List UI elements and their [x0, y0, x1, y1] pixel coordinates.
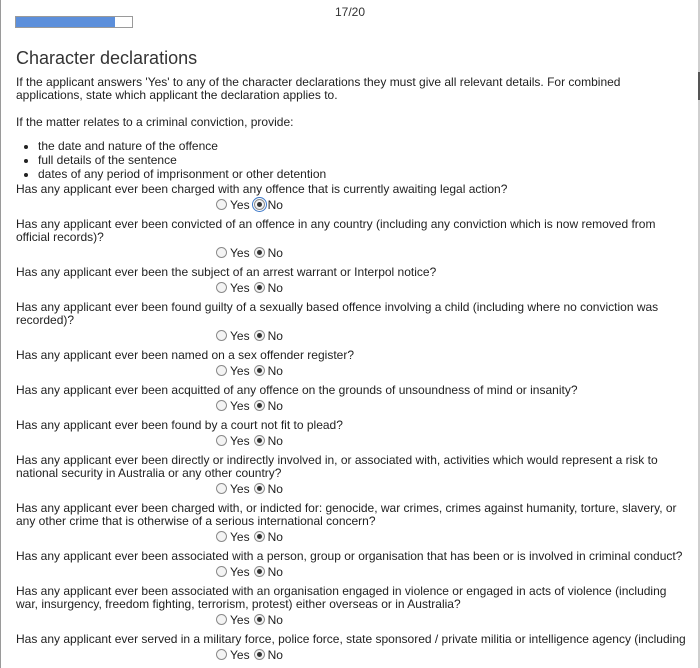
radio-label: Yes: [230, 612, 250, 627]
page-counter: 17/20: [334, 5, 366, 19]
question-text: Has any applicant ever been directly or indirectly involved in, or associated with, activities which would represent a risk to national security in Australia or any other country?: [16, 453, 658, 480]
radio-yes[interactable]: [216, 483, 227, 494]
question-text: Has any applicant ever been acquitted of any offence on the grounds of unsoundness of mind or insanity?: [16, 383, 578, 397]
radio-yes[interactable]: [216, 330, 227, 341]
answer-radio-group: [16, 481, 688, 496]
answer-radio-group: [16, 647, 688, 662]
radio-label: No: [267, 529, 283, 544]
radio-no[interactable]: [254, 400, 265, 411]
radio-label: Yes: [230, 647, 250, 662]
answer-radio-group: [16, 564, 688, 579]
radio-label: No: [267, 433, 283, 448]
radio-no[interactable]: [254, 435, 265, 446]
progress-bar: [15, 16, 133, 28]
question-text: Has any applicant ever been associated with a person, group or organisation that has been or is involved in criminal conduct?: [16, 549, 683, 563]
answer-option-yes[interactable]: [216, 530, 250, 544]
answer-option-yes[interactable]: [216, 565, 250, 579]
question-block: [16, 502, 688, 544]
form-content: [16, 48, 688, 668]
radio-yes[interactable]: [216, 649, 227, 660]
question-text: Has any applicant ever been found guilty of a sexually based offence involving a child (including where no conviction was recorded)?: [16, 300, 659, 327]
question-text: Has any applicant ever been charged with, or indicted for: genocide, war crimes, crimes against humanity, torture, slavery, or any other crime that is otherwise of a serious international concern?: [16, 501, 677, 528]
radio-yes[interactable]: [216, 199, 227, 210]
question-text: Has any applicant ever been the subject of an arrest warrant or Interpol notice?: [16, 265, 437, 279]
radio-label: No: [267, 197, 283, 212]
question-block: [16, 183, 688, 212]
radio-label: No: [267, 328, 283, 343]
question-text: Has any applicant ever been charged with any offence that is currently awaiting legal action?: [16, 182, 508, 196]
radio-yes[interactable]: [216, 435, 227, 446]
question-block: [16, 218, 688, 260]
radio-label: Yes: [230, 481, 250, 496]
answer-option-yes[interactable]: [216, 482, 250, 496]
answer-option-yes[interactable]: [216, 613, 250, 627]
radio-label: No: [267, 647, 283, 662]
question-block: [16, 384, 688, 413]
question-text: Has any applicant ever been found by a court not fit to plead?: [16, 418, 343, 432]
answer-option-no[interactable]: [254, 434, 283, 448]
radio-label: No: [267, 398, 283, 413]
radio-label: Yes: [230, 280, 250, 295]
radio-label: Yes: [230, 433, 250, 448]
question-text: Has any applicant ever been named on a sex offender register?: [16, 348, 354, 362]
radio-no[interactable]: [254, 649, 265, 660]
answer-radio-group: [16, 280, 688, 295]
answer-option-yes[interactable]: [216, 648, 250, 662]
radio-label: No: [267, 481, 283, 496]
answer-option-yes[interactable]: [216, 329, 250, 343]
answer-radio-group: [16, 398, 688, 413]
question-block: [16, 419, 688, 448]
radio-yes[interactable]: [216, 566, 227, 577]
radio-label: Yes: [230, 564, 250, 579]
radio-no[interactable]: [254, 614, 265, 625]
answer-option-no[interactable]: [254, 482, 283, 496]
radio-no[interactable]: [254, 365, 265, 376]
answer-radio-group: [16, 433, 688, 448]
question-block: [16, 585, 688, 627]
answer-option-no[interactable]: [254, 198, 283, 212]
window-border-left: [0, 0, 1, 668]
radio-yes[interactable]: [216, 365, 227, 376]
radio-no[interactable]: [254, 566, 265, 577]
radio-no[interactable]: [254, 483, 265, 494]
radio-no[interactable]: [254, 247, 265, 258]
radio-label: No: [267, 363, 283, 378]
answer-option-no[interactable]: [254, 565, 283, 579]
radio-no[interactable]: [254, 531, 265, 542]
list-item: • the date and nature of the offence: [38, 139, 688, 153]
question-text: Has any applicant ever served in a military force, police force, state sponsored / private militia or intelligence agency (including: [16, 632, 686, 646]
answer-option-no[interactable]: [254, 329, 283, 343]
answer-option-no[interactable]: [254, 281, 283, 295]
question-block: [16, 550, 688, 579]
question-text: Has any applicant ever been associated with an organisation engaged in violence or engaged in acts of violence (including war, insurgency, freedom fighting, terrorism, protest) either overseas or in Australia?: [16, 584, 667, 611]
question-text: Has any applicant ever been convicted of an offence in any country (including any conviction which is now removed from official records)?: [16, 217, 656, 244]
radio-label: No: [267, 245, 283, 260]
criminal-conviction-intro: If the matter relates to a criminal conviction, provide:: [16, 115, 294, 129]
answer-radio-group: [16, 363, 688, 378]
intro-text: If the applicant answers 'Yes' to any of the character declarations they must give all relevant details. For combined applications, state which applicant the declaration applies to.: [16, 75, 621, 102]
radio-yes[interactable]: [216, 400, 227, 411]
radio-no[interactable]: [254, 282, 265, 293]
radio-label: Yes: [230, 363, 250, 378]
radio-no[interactable]: [254, 199, 265, 210]
radio-label: Yes: [230, 328, 250, 343]
question-block: [16, 349, 688, 378]
list-item: • full details of the sentence: [38, 153, 688, 167]
radio-label: Yes: [230, 197, 250, 212]
radio-label: No: [267, 612, 283, 627]
list-item: • dates of any period of imprisonment or other detention: [38, 167, 688, 181]
radio-label: No: [267, 564, 283, 579]
answer-radio-group: [16, 245, 688, 260]
question-block: [16, 454, 688, 496]
progress-bar-fill: [16, 17, 115, 27]
question-block: [16, 301, 688, 343]
radio-yes[interactable]: [216, 614, 227, 625]
question-list: [16, 183, 688, 662]
answer-radio-group: [16, 197, 688, 212]
radio-yes[interactable]: [216, 247, 227, 258]
answer-option-no[interactable]: [254, 648, 283, 662]
answer-option-yes[interactable]: [216, 364, 250, 378]
answer-radio-group: [16, 529, 688, 544]
radio-label: Yes: [230, 245, 250, 260]
answer-option-no[interactable]: [254, 246, 283, 260]
radio-yes[interactable]: [216, 531, 227, 542]
radio-label: Yes: [230, 398, 250, 413]
radio-label: No: [267, 280, 283, 295]
answer-option-no[interactable]: [254, 399, 283, 413]
answer-option-no[interactable]: [254, 530, 283, 544]
answer-option-yes[interactable]: [216, 399, 250, 413]
answer-option-yes[interactable]: [216, 198, 250, 212]
answer-radio-group: [16, 612, 688, 627]
question-block: [16, 266, 688, 295]
question-block: [16, 633, 688, 662]
section-title: Character declarations: [16, 48, 198, 68]
criminal-details-list: [16, 139, 688, 181]
answer-option-yes[interactable]: [216, 246, 250, 260]
radio-yes[interactable]: [216, 282, 227, 293]
radio-no[interactable]: [254, 330, 265, 341]
answer-option-no[interactable]: [254, 613, 283, 627]
answer-option-yes[interactable]: [216, 434, 250, 448]
answer-radio-group: [16, 328, 688, 343]
radio-label: Yes: [230, 529, 250, 544]
answer-option-yes[interactable]: [216, 281, 250, 295]
answer-option-no[interactable]: [254, 364, 283, 378]
